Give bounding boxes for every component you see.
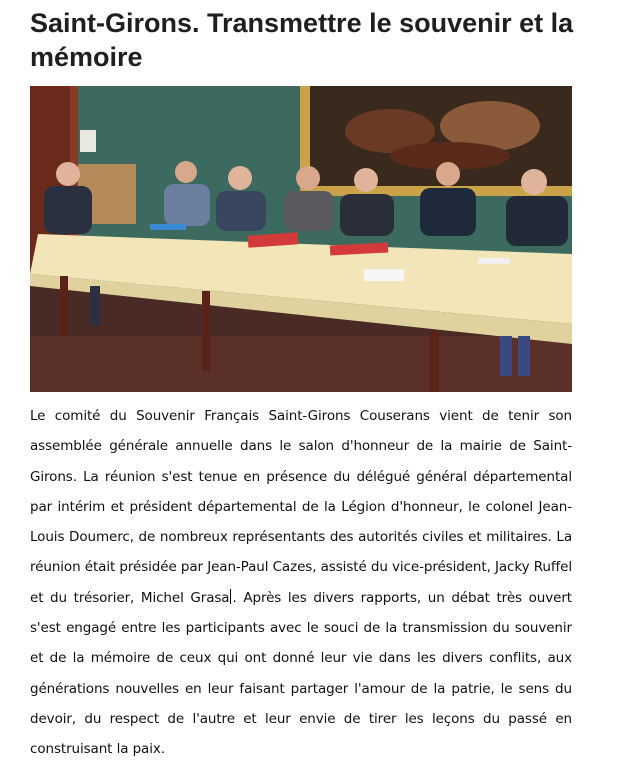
article-body-part2: . Après les divers rapports, un débat très ouvert s'est engagé entre les participants avec le souci de la transmission du souvenir et de la mémoire de ceux qui ont donné leur vie dans les divers conflits, aux générations nouvelles en leur faisant partager l'amour de la patrie, le sens du devoir, du respect de l'autre et leur envie de tirer les leçons du passé en construisant la paix. — [30, 589, 572, 758]
committee-meeting-photo — [30, 86, 572, 392]
photo-illustration — [30, 86, 572, 392]
article-body-part1: Le comité du Souvenir Français Saint-Girons Couserans vient de tenir son assemblée générale annuelle dans le salon d'honneur de la mairie de Saint-Girons. La réunion s'est tenue en présence du délégué général départemental par intérim et président départemental de la Légion d'honneur, le colonel Jean-Louis Doumerc, de nombreux représentants des autorités civiles et militaires. La réunion était présidée par Jean-Paul Cazes, assisté du vice-président, Jacky Ruffel et du trésorier, Michel Grasa — [30, 408, 572, 606]
wall-notice — [80, 130, 96, 152]
article-headline: Saint-Girons. Transmettre le souvenir et la mémoire — [30, 8, 574, 72]
article-body — [30, 401, 572, 765]
table-leg — [60, 276, 68, 336]
